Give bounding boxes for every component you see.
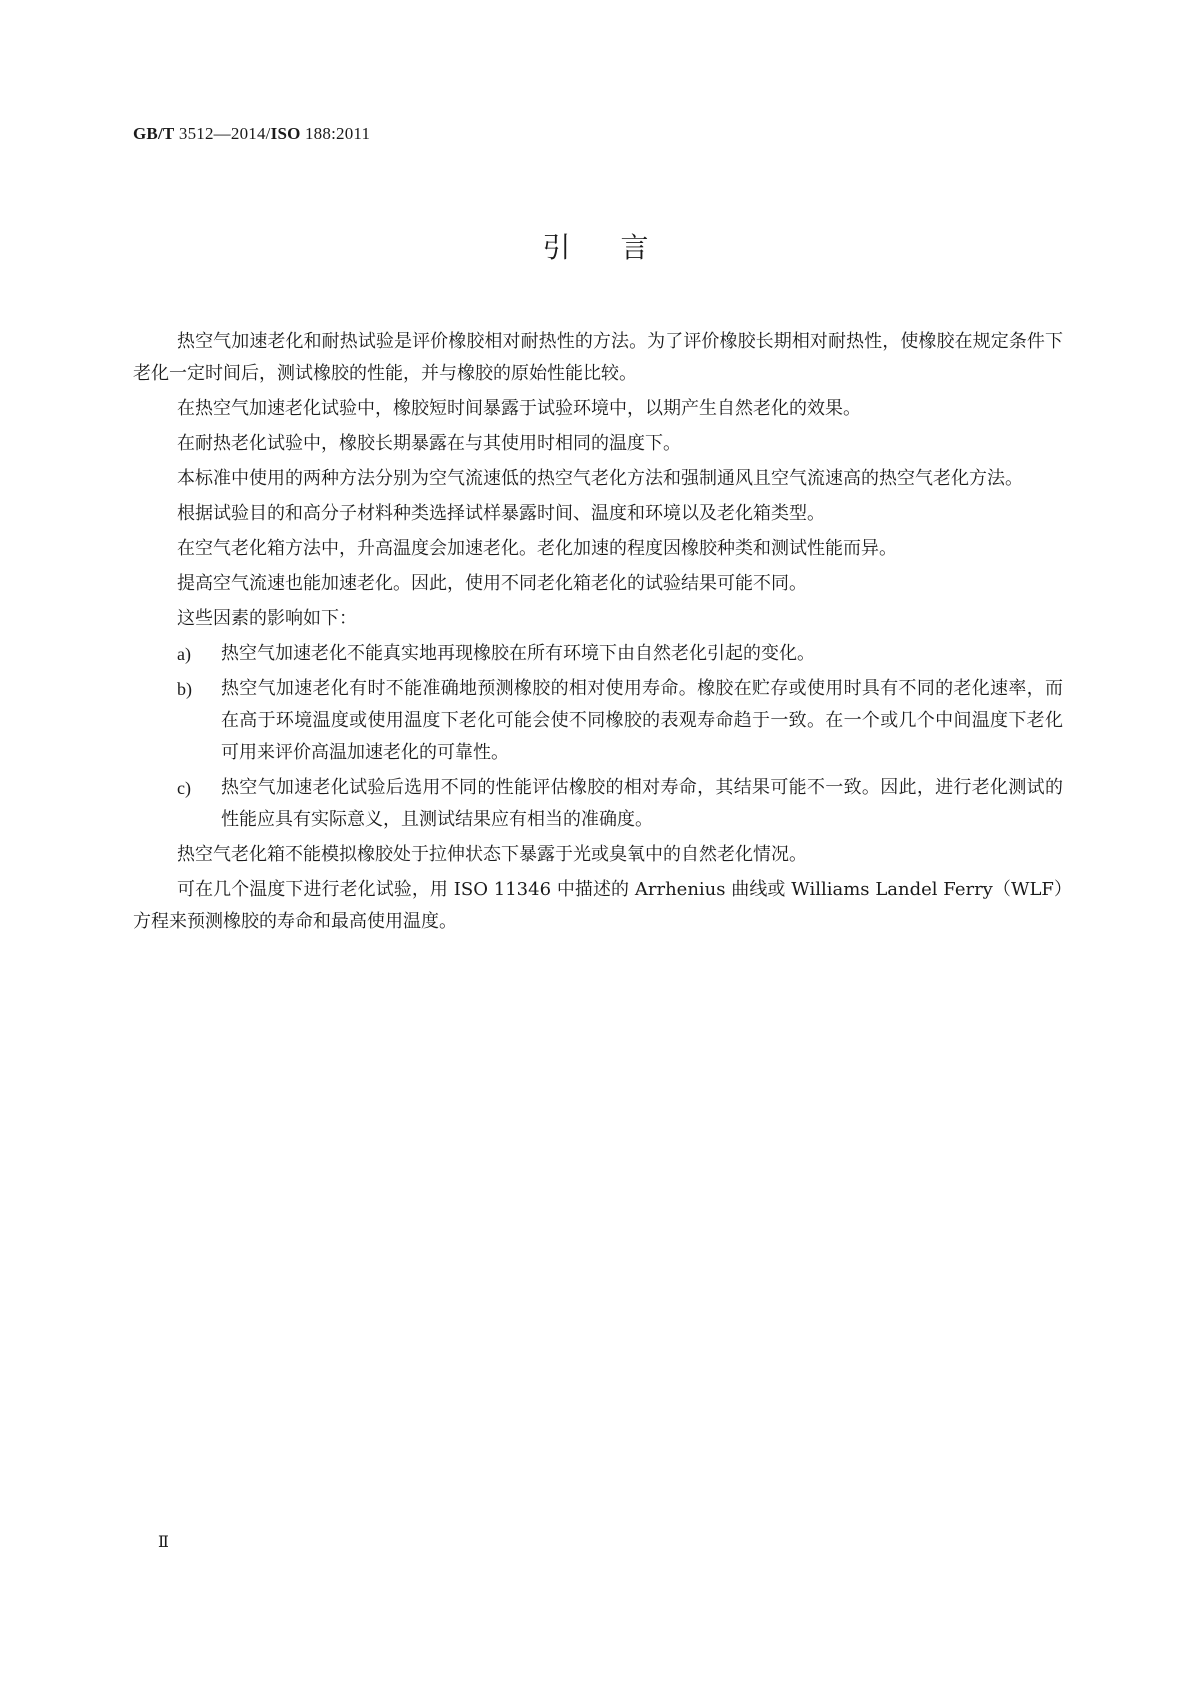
- document-code-iso: ISO: [270, 124, 301, 143]
- paragraph: 在热空气加速老化试验中，橡胶短时间暴露于试验环境中，以期产生自然老化的效果。: [177, 398, 861, 419]
- list-item-label: a): [177, 644, 191, 664]
- document-code-prefix: GB/T: [133, 124, 175, 143]
- paragraph: 在耐热老化试验中，橡胶长期暴露在与其使用时相同的温度下。: [177, 433, 681, 454]
- list-item-label: b): [177, 679, 192, 699]
- paragraph: 热空气老化箱不能模拟橡胶处于拉伸状态下暴露于光或臭氧中的自然老化情况。: [177, 844, 807, 865]
- list-item-text: 热空气加速老化不能真实地再现橡胶在所有环境下由自然老化引起的变化。: [221, 643, 815, 664]
- paragraph: 根据试验目的和高分子材料种类选择试样暴露时间、温度和环境以及老化箱类型。: [177, 503, 825, 524]
- document-code: [133, 124, 370, 144]
- paragraph: 本标准中使用的两种方法分别为空气流速低的热空气老化方法和强制通风且空气流速高的热空气老化方法。: [177, 468, 1023, 489]
- paragraph: 提高空气流速也能加速老化。因此，使用不同老化箱老化的试验结果可能不同。: [177, 573, 807, 594]
- list-item-text: 热空气加速老化有时不能准确地预测橡胶的相对使用寿命。橡胶在贮存或使用时具有不同的老化速率，而在高于环境温度或使用温度下老化可能会使不同橡胶的表观寿命趋于一致。在一个或几个中间温度下老化可用来评价高温加速老化的可靠性。: [221, 678, 1063, 763]
- paragraph: 热空气加速老化和耐热试验是评价橡胶相对耐热性的方法。为了评价橡胶长期相对耐热性，使橡胶在规定条件下老化一定时间后，测试橡胶的性能，并与橡胶的原始性能比较。: [133, 331, 1063, 384]
- paragraph: 这些因素的影响如下：: [177, 608, 357, 629]
- list-item: [133, 772, 1063, 836]
- paragraph: 可在几个温度下进行老化试验，用 ISO 11346 中描述的 Arrhenius 曲线或 Williams Landel Ferry（WLF）方程来预测橡胶的寿命和最高使用温度。: [133, 879, 1063, 932]
- list-item: [133, 638, 1063, 670]
- document-code-number: 3512—2014/: [174, 124, 271, 143]
- page-number: Ⅱ: [158, 1534, 169, 1551]
- paragraph: 在空气老化箱方法中，升高温度会加速老化。老化加速的程度因橡胶种类和测试性能而异。: [177, 538, 897, 559]
- document-code-iso-number: 188:2011: [300, 124, 371, 143]
- list-item-label: c): [177, 778, 191, 798]
- list-item: [133, 673, 1063, 769]
- document-body: [133, 326, 1063, 941]
- list-item-text: 热空气加速老化试验后选用不同的性能评估橡胶的相对寿命，其结果可能不一致。因此，进行老化测试的性能应具有实际意义，且测试结果应有相当的准确度。: [221, 777, 1063, 830]
- page-title: 引言: [542, 231, 699, 264]
